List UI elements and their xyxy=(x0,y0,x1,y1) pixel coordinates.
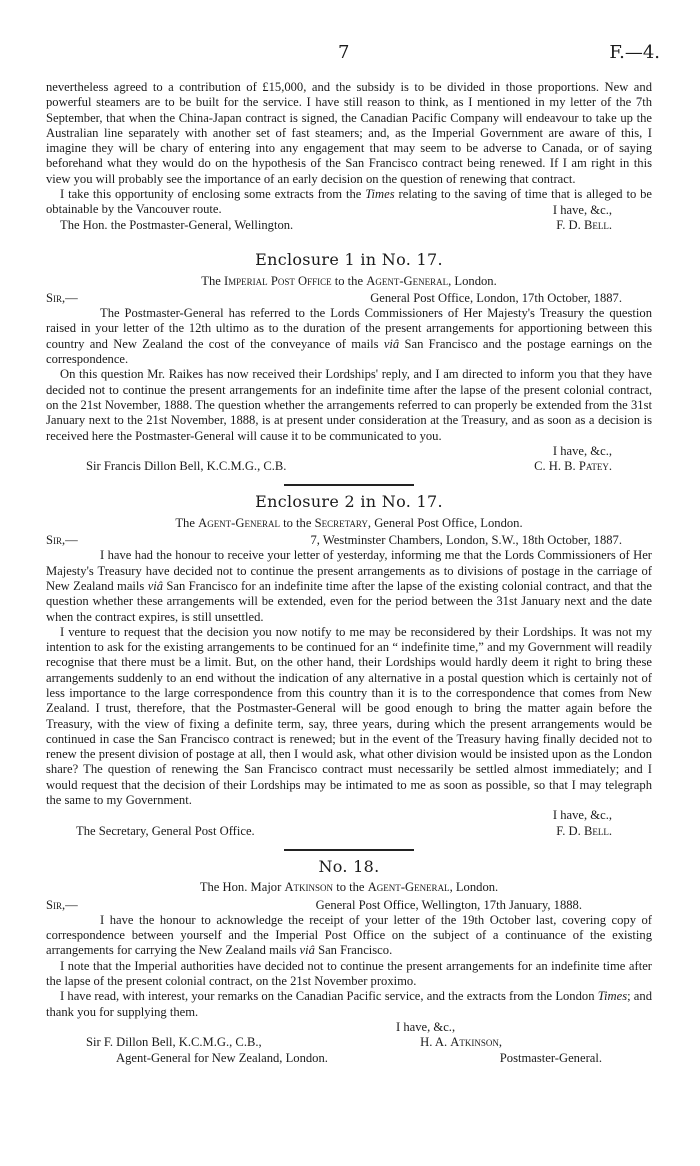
closing: I have, &c., xyxy=(552,808,612,823)
signature: C. H. B. Patey. xyxy=(534,459,612,474)
paragraph: I take this opportunity of enclosing some extracts from the Times relating to the saving of time that is alleged to be obtainable by the Vancouver route. xyxy=(46,187,652,217)
salutation: Sir,— xyxy=(46,290,78,305)
letter-heading: The Hon. Major Atkinson to the Agent-General, London. xyxy=(199,880,499,895)
signature-row xyxy=(46,1035,652,1050)
signature-row xyxy=(46,218,652,233)
dateline: 7, Westminster Chambers, London, S.W., 18th October, 1887. xyxy=(310,533,622,548)
paragraph: I have had the honour to receive your letter of yesterday, informing me that the Lords Commissioners of Her Majesty's Treasury have decided not to continue the present arrangements as to divisions of postage in the carriage of New Zealand mails viâ San Francisco for an indefinite time after the lapse of the existing colonial contract, and that the question whether these arrangements will be extended, even for the period between the 31st January next and the date when the contract expires, is still unsettled. xyxy=(46,548,652,624)
closing: I have, &c., xyxy=(552,202,612,217)
paragraph: I have the honour to acknowledge the receipt of your letter of the 19th October last, covering copy of correspondence between yourself and the Imperial Post Office on the subject of a continuance of the existing arrangements for carrying the New Zealand mails viâ San Francisco. xyxy=(46,912,652,958)
salutation-row xyxy=(46,898,652,913)
signature-title: Postmaster-General. xyxy=(499,1050,602,1065)
section-title: Enclosure 2 in No. 17. xyxy=(255,492,443,512)
page-reference: F.—4. xyxy=(609,42,660,63)
signature: H. A. Atkinson, xyxy=(420,1035,502,1050)
dateline: General Post Office, Wellington, 17th January, 1888. xyxy=(315,897,582,912)
section-divider xyxy=(284,484,414,486)
enclosure-1 xyxy=(46,252,652,486)
addressee: Sir Francis Dillon Bell, K.C.M.G., C.B. xyxy=(86,459,287,474)
letter-heading: The Agent-General to the Secretary, General Post Office, London. xyxy=(175,515,523,530)
addressee: The Secretary, General Post Office. xyxy=(76,823,255,838)
paragraph: nevertheless agreed to a contribution of £15,000, and the subsidy is to be divided in those proportions. New and powerful steamers are to be built for the service. I have still reason to think, as I mentioned in my letter of the 7th September, that when the China-Japan contract is signed, the Canadian Pacific Company will endeavour to take up the Australian line separately with another set of fast steamers; and, as the Imperial Government are aware of this, I imagine they will be chary of entering into any engagement that may seem to be adverse to Canada, or of saying beforehand what they would do on the hypothesis of the San Francisco contract being renewed. If I am right in this view you will probably see the importance of an early decision on the question of renewing that contract. xyxy=(46,80,652,186)
salutation-row xyxy=(46,533,652,548)
section-title: Enclosure 1 in No. 17. xyxy=(255,250,443,270)
section-divider xyxy=(284,849,414,851)
salutation-row xyxy=(46,291,652,306)
paragraph: The Postmaster-General has referred to the Lords Commissioners of Her Majesty's Treasury the question raised in your letter of the 12th ultimo as to the duration of the present arrangements for apportioning between this country and New Zealand the cost of the conveyance of mails viâ San Francisco and the postage earnings on the correspondence. xyxy=(46,306,652,367)
paragraph: I have read, with interest, your remarks on the Canadian Pacific service, and the extracts from the London Times; and thank you for supplying them. xyxy=(46,989,652,1019)
signature-row xyxy=(46,459,652,474)
dateline: General Post Office, London, 17th October, 1887. xyxy=(370,290,622,305)
addressee-title: Agent-General for New Zealand, London. xyxy=(116,1050,328,1065)
paragraph: On this question Mr. Raikes has now received their Lordships' reply, and I am directed to inform you that they have decided not to continue the present arrangements for an indefinite time after the lapse of the present colonial contract, on the 21st November, 1888. The question whether the arrangements referred to can properly be extended from the 31st January next to the 21st November, 1888, is at present under consideration at the Treasury, and as soon as a decision is received here the Postmaster-General will cause it to be communicated to you. xyxy=(46,367,652,443)
letter-heading: The Imperial Post Office to the Agent-General, London. xyxy=(201,273,497,288)
closing: I have, &c., xyxy=(552,443,612,458)
paragraph: I note that the Imperial authorities have decided not to continue the present arrangements for an indefinite time after the lapse of the present colonial contract, on the 21st November proximo. xyxy=(46,958,652,989)
document-body xyxy=(46,80,652,1066)
signature: F. D. Bell. xyxy=(556,823,612,838)
closing: I have, &c., xyxy=(396,1019,456,1034)
page-header xyxy=(0,42,700,64)
letter-17-ending xyxy=(46,80,652,233)
signature-row xyxy=(46,824,652,839)
signature: F. D. Bell. xyxy=(556,217,612,232)
salutation: Sir,— xyxy=(46,897,78,912)
addressee: The Hon. the Postmaster-General, Wellington. xyxy=(60,217,294,232)
page-number: 7 xyxy=(338,42,350,63)
salutation: Sir,— xyxy=(46,533,78,548)
addressee: Sir F. Dillon Bell, K.C.M.G., C.B., xyxy=(86,1035,262,1050)
signature-row xyxy=(46,1051,652,1066)
enclosure-2 xyxy=(46,494,652,851)
paragraph: I venture to request that the decision you now notify to me may be reconsidered by their Lordships. It was not my intention to ask for the existing arrangements to be continued for an “ indefinite time,” and my Government will readily recognise that there must be a limit. But, on the other hand, their Lordships would hardly deem it right to bring these arrangements suddenly to an end without the indication of any alternative in a postal question which is certainly not of less importance to the large correspondence from this country than it is to the correspondence that comes from New Zealand. I trust, therefore, that the Postmaster-General will be good enough to bring the matter again before the Treasury, with the view of fixing a definite term, say, three years, during which the present arrangements would be continued in case the San Francisco contract is renewed; but in the event of the Treasury having finally decided not to renew the present division of postage at all, then I would ask, what other division would be insisted upon as the London share? The question of renewing the San Francisco contract must necessarily be settled almost immediately; and I would request that the decision of their Lordships may be intimated to me as soon as possible, so that I may telegraph the same to my Government. xyxy=(46,624,652,808)
section-title: No. 18. xyxy=(318,856,380,876)
letter-18 xyxy=(46,856,652,1066)
